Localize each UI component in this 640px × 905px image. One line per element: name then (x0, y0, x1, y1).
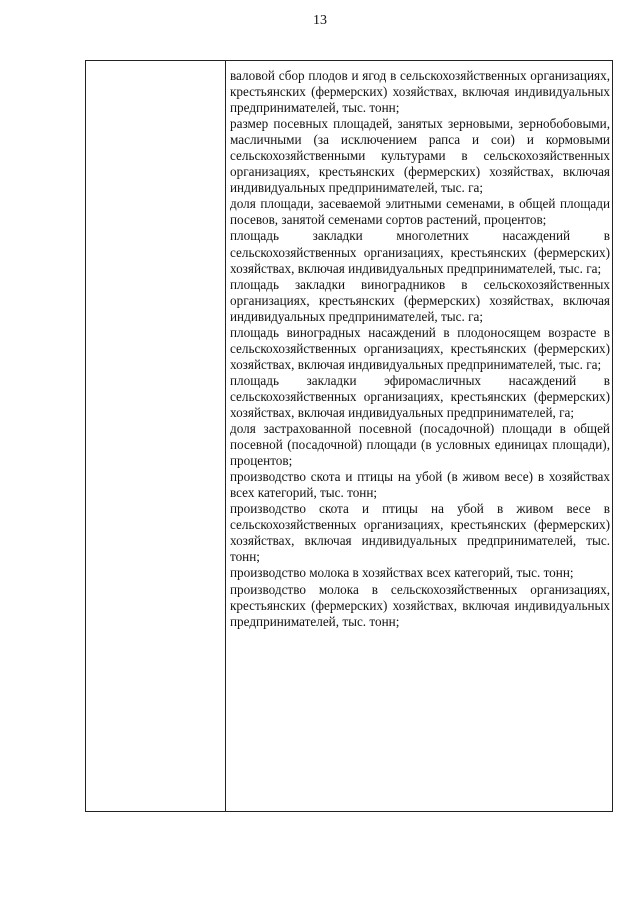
column-divider (225, 61, 226, 811)
indicator-fruiting-vineyard-area: площадь виноградных насаждений в плодоносящем возрасте в сельскохозяйственных организациях, крестьянских (фермерских) хозяйствах, включая индивидуальных предпринимателей, тыс. га; (230, 324, 610, 372)
indicator-table (85, 60, 613, 812)
indicator-milk-agri-orgs: производство молока в сельскохозяйственных организациях, крестьянских (фермерских) хозяйствах, включая индивидуальных предпринимателей, тыс. тонн; (230, 581, 610, 629)
indicator-insured-area-share: доля застрахованной посевной (посадочной) площади в общей посевной (посадочной) площади (в условных единицах площади), процентов; (230, 421, 610, 469)
indicator-sown-area-crops: размер посевных площадей, занятых зерновыми, зернобобовыми, масличными (за исключением рапса и сои) и кормовыми сельскохозяйственными культурами в сельскохозяйственных организациях, крестьянских (фермерских) хозяйствах, включая индивидуальных предпринимателей, тыс. га; (230, 116, 610, 196)
indicator-elite-seed-share: доля площади, засеваемой элитными семенами, в общей площади посевов, занятой семенами сортов растений, процентов; (230, 196, 610, 228)
page-number: 13 (313, 13, 327, 28)
indicator-perennial-planting-area: площадь закладки многолетних насаждений в сельскохозяйственных организациях, крестьянских (фермерских) хозяйствах, включая индивидуальных предпринимателей, тыс. га; (230, 228, 610, 276)
table-right-cell (230, 68, 610, 630)
indicator-milk-all-farms: производство молока в хозяйствах всех категорий, тыс. тонн; (230, 565, 574, 581)
indicator-fruit-berry-harvest: валовой сбор плодов и ягод в сельскохозяйственных организациях, крестьянских (фермерских) хозяйствах, включая индивидуальных предпринимателей, тыс. тонн; (230, 68, 610, 116)
table-left-cell (86, 61, 225, 811)
indicator-livestock-agri-orgs: производство скота и птицы на убой в живом весе в сельскохозяйственных организациях, крестьянских (фермерских) хозяйствах, включая индивидуальных предпринимателей, тыс. тонн; (230, 501, 610, 565)
indicator-essential-oil-planting-area: площадь закладки эфиромасличных насаждений в сельскохозяйственных организациях, крестьянских (фермерских) хозяйствах, включая индивидуальных предпринимателей, га; (230, 372, 610, 420)
indicator-vineyard-planting-area: площадь закладки виноградников в сельскохозяйственных организациях, крестьянских (фермерских) хозяйствах, включая индивидуальных предпринимателей, тыс. га; (230, 276, 610, 324)
indicator-livestock-all-farms: производство скота и птицы на убой (в живом весе) в хозяйствах всех категорий, тыс. тонн; (230, 469, 610, 501)
